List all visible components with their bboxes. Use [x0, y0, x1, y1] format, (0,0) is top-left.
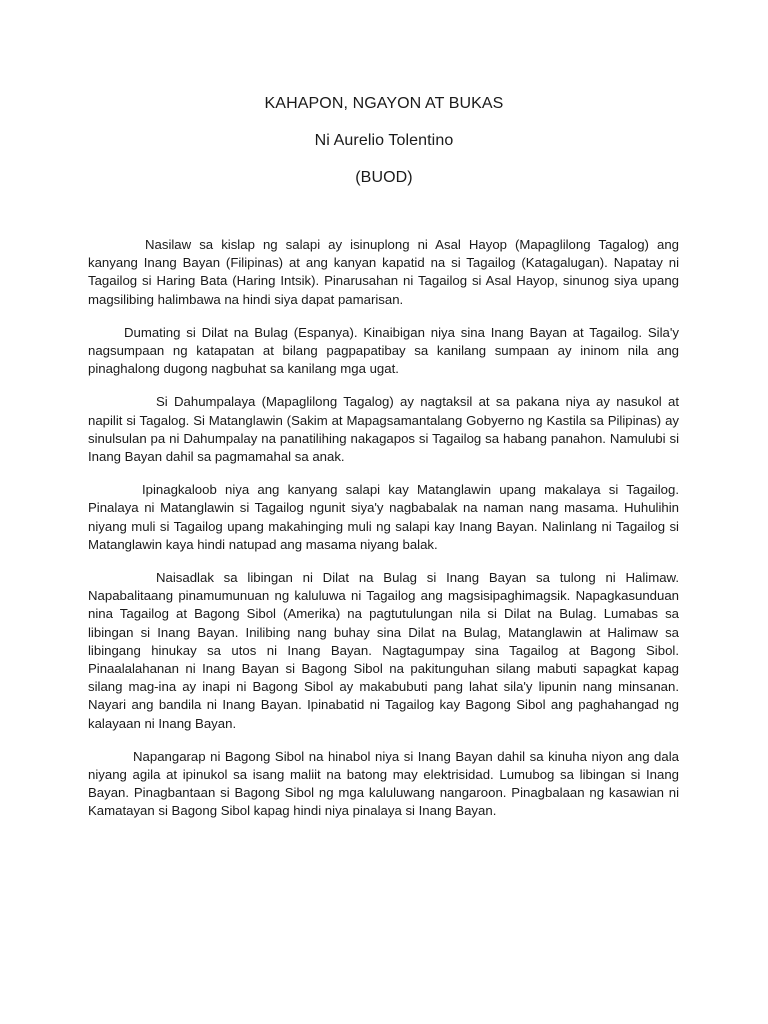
document-author: Ni Aurelio Tolentino	[314, 132, 454, 149]
paragraph-1: Nasilaw sa kislap ng salapi ay isinuplong ni Asal Hayop (Mapaglilong Tagalog) ang kanyang Inang Bayan (Filipinas) at ang kanyan kapatid na si Tagailog (Katagalugan). Napatay ni Tagailog si Haring Bata (Haring Intsik). Pinarusahan ni Tagailog si Asal Hayop, sinunog siya upang magsilibing halimbawa na hindi siya dapat pamarisan.	[88, 237, 679, 307]
paragraph-5: Naisadlak sa libingan ni Dilat na Bulag si Inang Bayan sa tulong ni Halimaw. Napabalitaang pinamumunuan ng kaluluwa ni Tagailog ang magsisipaghimagsik. Napagkasunduan nina Tagailog at Bagong Sibol (Amerika) na pagtutulungan nila si Dilat na Bulag. Lumabas sa libingan si Inang Bayan. Inilibing nang buhay sina Dilat na Bulag, Matanglawin at Halimaw sa libingang hinukay sa utos ni Inang Bayan. Nagtagumpay sina Tagailog at Bagong Sibol. Pinaalalahanan ni Inang Bayan si Bagong Sibol na pakitunguhan silang mabuti sapagkat kapag silang mag-ina ay inapi ni Bagong Sibol ay makabubuti pang lahat sila'y lipunin nang minsanan. Nayari ang bandila ni Inang Bayan. Ipinabatid ni Tagailog kay Bagong Sibol ang paghahangad ng kalayaan ni Inang Bayan.	[88, 570, 679, 731]
paragraph-2: Dumating si Dilat na Bulag (Espanya). Kinaibigan niya sina Inang Bayan at Tagailog. Sila'y nagsumpaan ng katapatan at bilang pagpapatibay sa kanilang sumpaan ay ininom nila ang pinaghalong dugong nagbuhat sa kanilang mga ugat.	[88, 324, 679, 377]
paragraph-4: Ipinagkaloob niya ang kanyang salapi kay Matanglawin upang makalaya si Tagailog. Pinalaya ni Matanglawin si Tagailog ngunit siya'y nagbabalak na naman nang masama. Huhulihin niyang muli si Tagailog upang makahinging muli ng salapi kay Inang Bayan. Nalinlang ni Tagailog si Matanglawin kaya hindi natupad ang masama niyang balak.	[88, 482, 679, 552]
document-title: KAHAPON, NGAYON AT BUKAS	[264, 95, 504, 112]
title-block	[0, 94, 768, 205]
paragraph-6: Napangarap ni Bagong Sibol na hinabol niya si Inang Bayan dahil sa kinuha niyon ang dala niyang agila at ipinukol sa isang maliit na batong may elektrisidad. Lumubog sa libingan si Inang Bayan. Pinagbantaan si Bagong Sibol ng mga kaluluwang nangaroon. Pinagbalaan ng kasawian ni Kamatayan si Bagong Sibol kapag hindi niya pinalaya si Inang Bayan.	[88, 748, 679, 819]
document-subtitle: (BUOD)	[355, 169, 413, 186]
paragraph-3: Si Dahumpalaya (Mapaglilong Tagalog) ay nagtaksil at sa pakana niya ay nasukol at napilit si Tagalog. Si Matanglawin (Sakim at Mapagsamantalang Gobyerno ng Kastila sa Pilipinas) ay sinulsulan pa ni Dahumpalay na panatilihing nakagapos si Tagailog sa habang panahon. Namulubi si Inang Bayan dahil sa pagmamahal sa anak.	[88, 394, 679, 465]
document-body	[88, 236, 679, 836]
